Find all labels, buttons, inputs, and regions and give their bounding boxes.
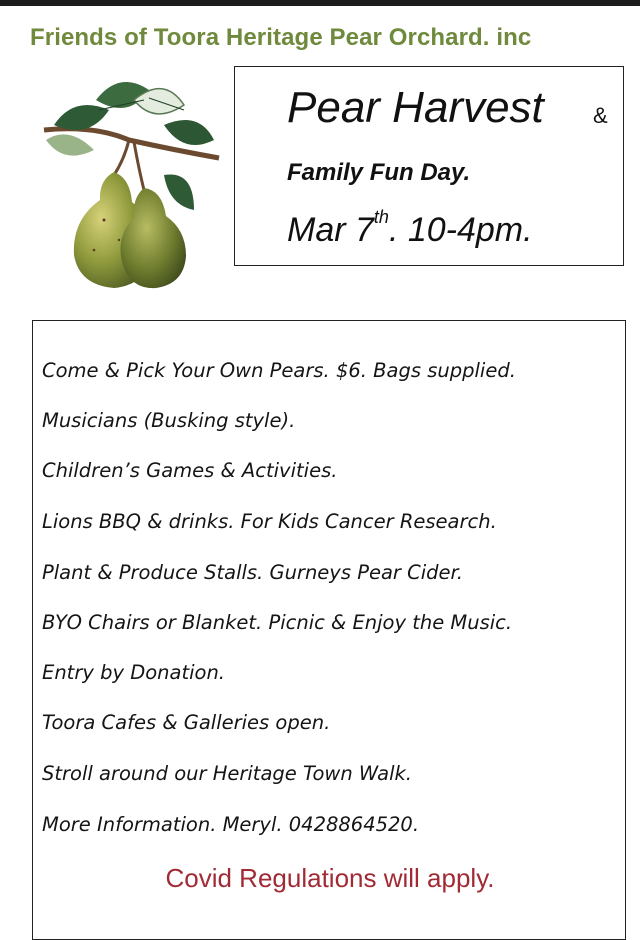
detail-line: Come & Pick Your Own Pears. $6. Bags supplied. — [42, 359, 516, 382]
event-date-prefix: Mar 7 — [287, 211, 374, 249]
detail-line: Musicians (Busking style). — [42, 409, 296, 432]
event-title-box — [234, 66, 624, 266]
event-date-suffix: . 10-4pm. — [388, 211, 533, 249]
event-title: Pear Harvest — [287, 83, 544, 132]
detail-line: More Information. Meryl. 0428864520. — [42, 813, 420, 836]
detail-line: Stroll around our Heritage Town Walk. — [42, 762, 412, 785]
event-subtitle: Family Fun Day. — [287, 159, 471, 186]
detail-line: Children’s Games & Activities. — [42, 459, 338, 482]
detail-line: Entry by Donation. — [42, 661, 226, 684]
covid-notice: Covid Regulations will apply. — [165, 863, 495, 893]
event-date-ordinal: th — [373, 207, 389, 227]
event-details-box — [32, 320, 626, 940]
title-ampersand: & — [593, 103, 608, 128]
detail-line: Toora Cafes & Galleries open. — [42, 711, 331, 734]
top-edge-bar — [0, 0, 640, 6]
detail-line: BYO Chairs or Blanket. Picnic & Enjoy the Music. — [42, 611, 513, 634]
pear-branch-icon — [34, 70, 224, 295]
event-date — [287, 207, 533, 250]
detail-line: Lions BBQ & drinks. For Kids Cancer Research. — [42, 510, 497, 533]
organization-name: Friends of Toora Heritage Pear Orchard. inc — [30, 24, 532, 51]
detail-line: Plant & Produce Stalls. Gurneys Pear Cider. — [42, 561, 463, 584]
